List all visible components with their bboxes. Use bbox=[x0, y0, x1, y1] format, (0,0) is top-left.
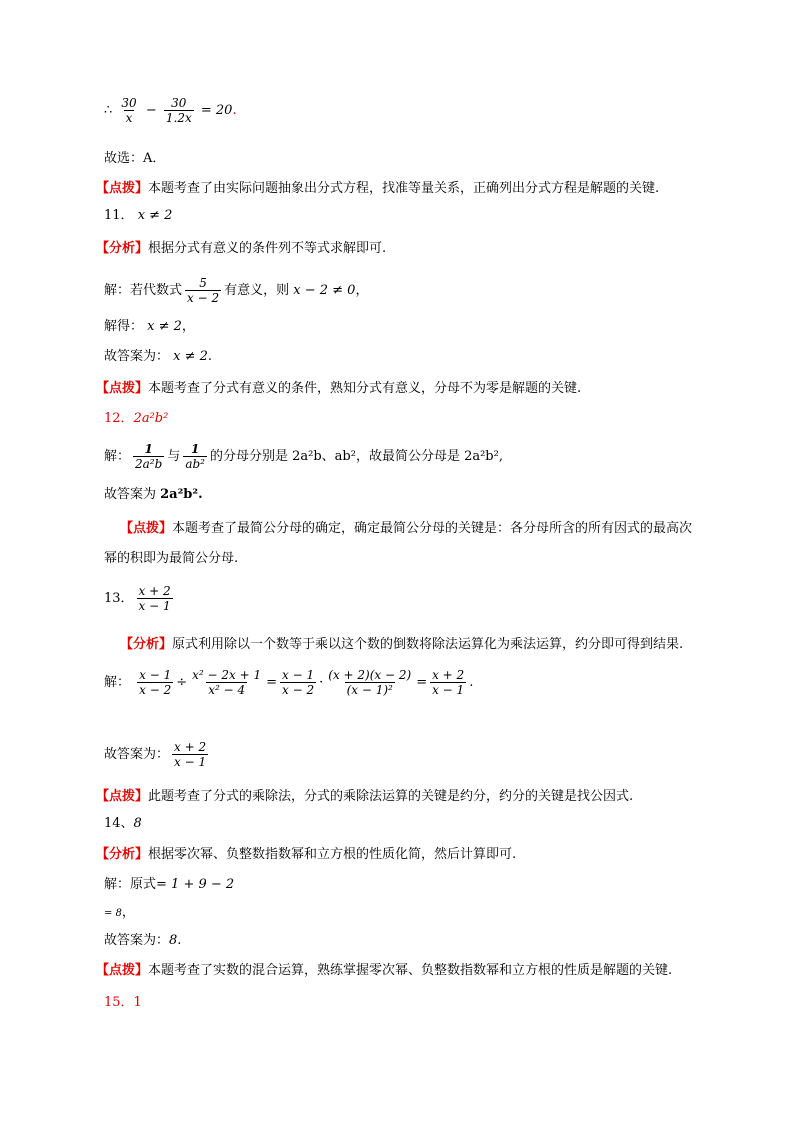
question-12: 12．2a²b² bbox=[104, 411, 169, 426]
solution-line: 解： $\frac{1}{\text{2a²b}}$ 与 $\frac{1}{\text{ab²}}$ 的分母分别是 2a²b、ab²，故最简公分母是 2a²b², bbox=[104, 442, 503, 471]
analysis-line: 【分析】根据分式有意义的条件列不等式求解即可. bbox=[96, 241, 387, 256]
fraction: $\frac{5}{x - 2}$ bbox=[187, 276, 220, 305]
fraction: $\frac{x + 2}{x - 1}$ bbox=[174, 740, 207, 769]
note-line: 【点拨】本题考查了由实际问题抽象出分式方程，找准等量关系，正确列出分式方程是解题的关键. bbox=[96, 181, 660, 196]
fraction: $\frac{1}{\text{ab²}}$ bbox=[185, 442, 205, 471]
note-continuation: 幂的积即为最简公分母. bbox=[104, 551, 239, 566]
note-line: 【点拨】本题考查了最简公分母的确定，确定最简公分母的关键是：各分母所含的所有因式的最高次 bbox=[120, 521, 693, 536]
question-11: 11． x ≠ 2 bbox=[104, 208, 173, 223]
question-15: 15．1 bbox=[104, 995, 142, 1010]
answer-line: 故答案为： x ≠ 2. bbox=[104, 349, 213, 364]
fraction: $\frac{x - 1}{x - 2}$ bbox=[139, 668, 172, 697]
fraction: $\frac{1}{\text{2a²b}}$ bbox=[135, 442, 163, 471]
choose-line: 故选：A． bbox=[104, 151, 166, 166]
equation-line: ∴ $\frac{30}{x}$ − $\frac{30}{1.2x}$ = 20. bbox=[104, 96, 237, 125]
solution-line: 解：原式= 1 + 9 − 2 bbox=[104, 877, 235, 892]
fraction: $\frac{30}{1.2x}$ bbox=[165, 96, 192, 125]
fraction: $\frac{\text{x² − 2x + 1}}{\text{x² − 4}}$ bbox=[192, 668, 262, 697]
fraction: $\frac{x + 2}{x - 1}$ bbox=[138, 584, 171, 613]
question-13: 13． $\frac{x + 2}{x - 1}$ bbox=[104, 584, 171, 613]
question-14: 14、8 bbox=[104, 816, 142, 831]
note-line: 【点拨】本题考查了实数的混合运算，熟练掌握零次幂、负整数指数幂和立方根的性质是解题的关键. bbox=[96, 963, 673, 978]
answer-line: 故答案为 2a²b². bbox=[104, 487, 203, 502]
fraction: $\frac{x + 2}{x - 1}$ bbox=[432, 668, 465, 697]
fraction: $\frac{30}{x}$ bbox=[121, 96, 137, 125]
fraction: $\frac{x - 1}{x - 2}$ bbox=[282, 668, 315, 697]
solve-line: 解得： x ≠ 2， bbox=[104, 319, 195, 334]
answer-line: 故答案为：8. bbox=[104, 933, 182, 948]
analysis-line: 【分析】原式利用除以一个数等于乘以这个数的倒数将除法运算化为乘法运算，约分即可得到结果. bbox=[120, 637, 684, 652]
therefore-symbol: ∴ bbox=[104, 103, 113, 118]
answer-line: 故答案为： $\frac{x + 2}{x - 1}$ bbox=[104, 740, 207, 769]
note-line: 【点拨】本题考查了分式有意义的条件，熟知分式有意义，分母不为零是解题的关键. bbox=[96, 381, 582, 396]
solution-line: 解： $\frac{x - 1}{x - 2}$ ÷ $\frac{\text{x² − 2x + 1}}{\text{x² − 4}}$ = $\frac{x - 1}{x - 2}$ · $\frac{(x + 2)(x - 2)}{\text{(x − 1)²}}$ = $\frac{x + 2}{x - 1}$ . bbox=[104, 668, 474, 697]
solution-line: = 8， bbox=[104, 905, 135, 920]
note-line: 【点拨】此题考查了分式的乘除法，分式的乘除法运算的关键是约分，约分的关键是找公因式. bbox=[96, 789, 634, 804]
analysis-line: 【分析】根据零次幂、负整数指数幂和立方根的性质化简，然后计算即可. bbox=[96, 847, 517, 862]
fraction: $\frac{(x + 2)(x - 2)}{\text{(x − 1)²}}$ bbox=[328, 668, 412, 697]
solution-line: 解：若代数式 $\frac{5}{x - 2}$ 有意义，则 x − 2 ≠ 0， bbox=[104, 276, 369, 305]
